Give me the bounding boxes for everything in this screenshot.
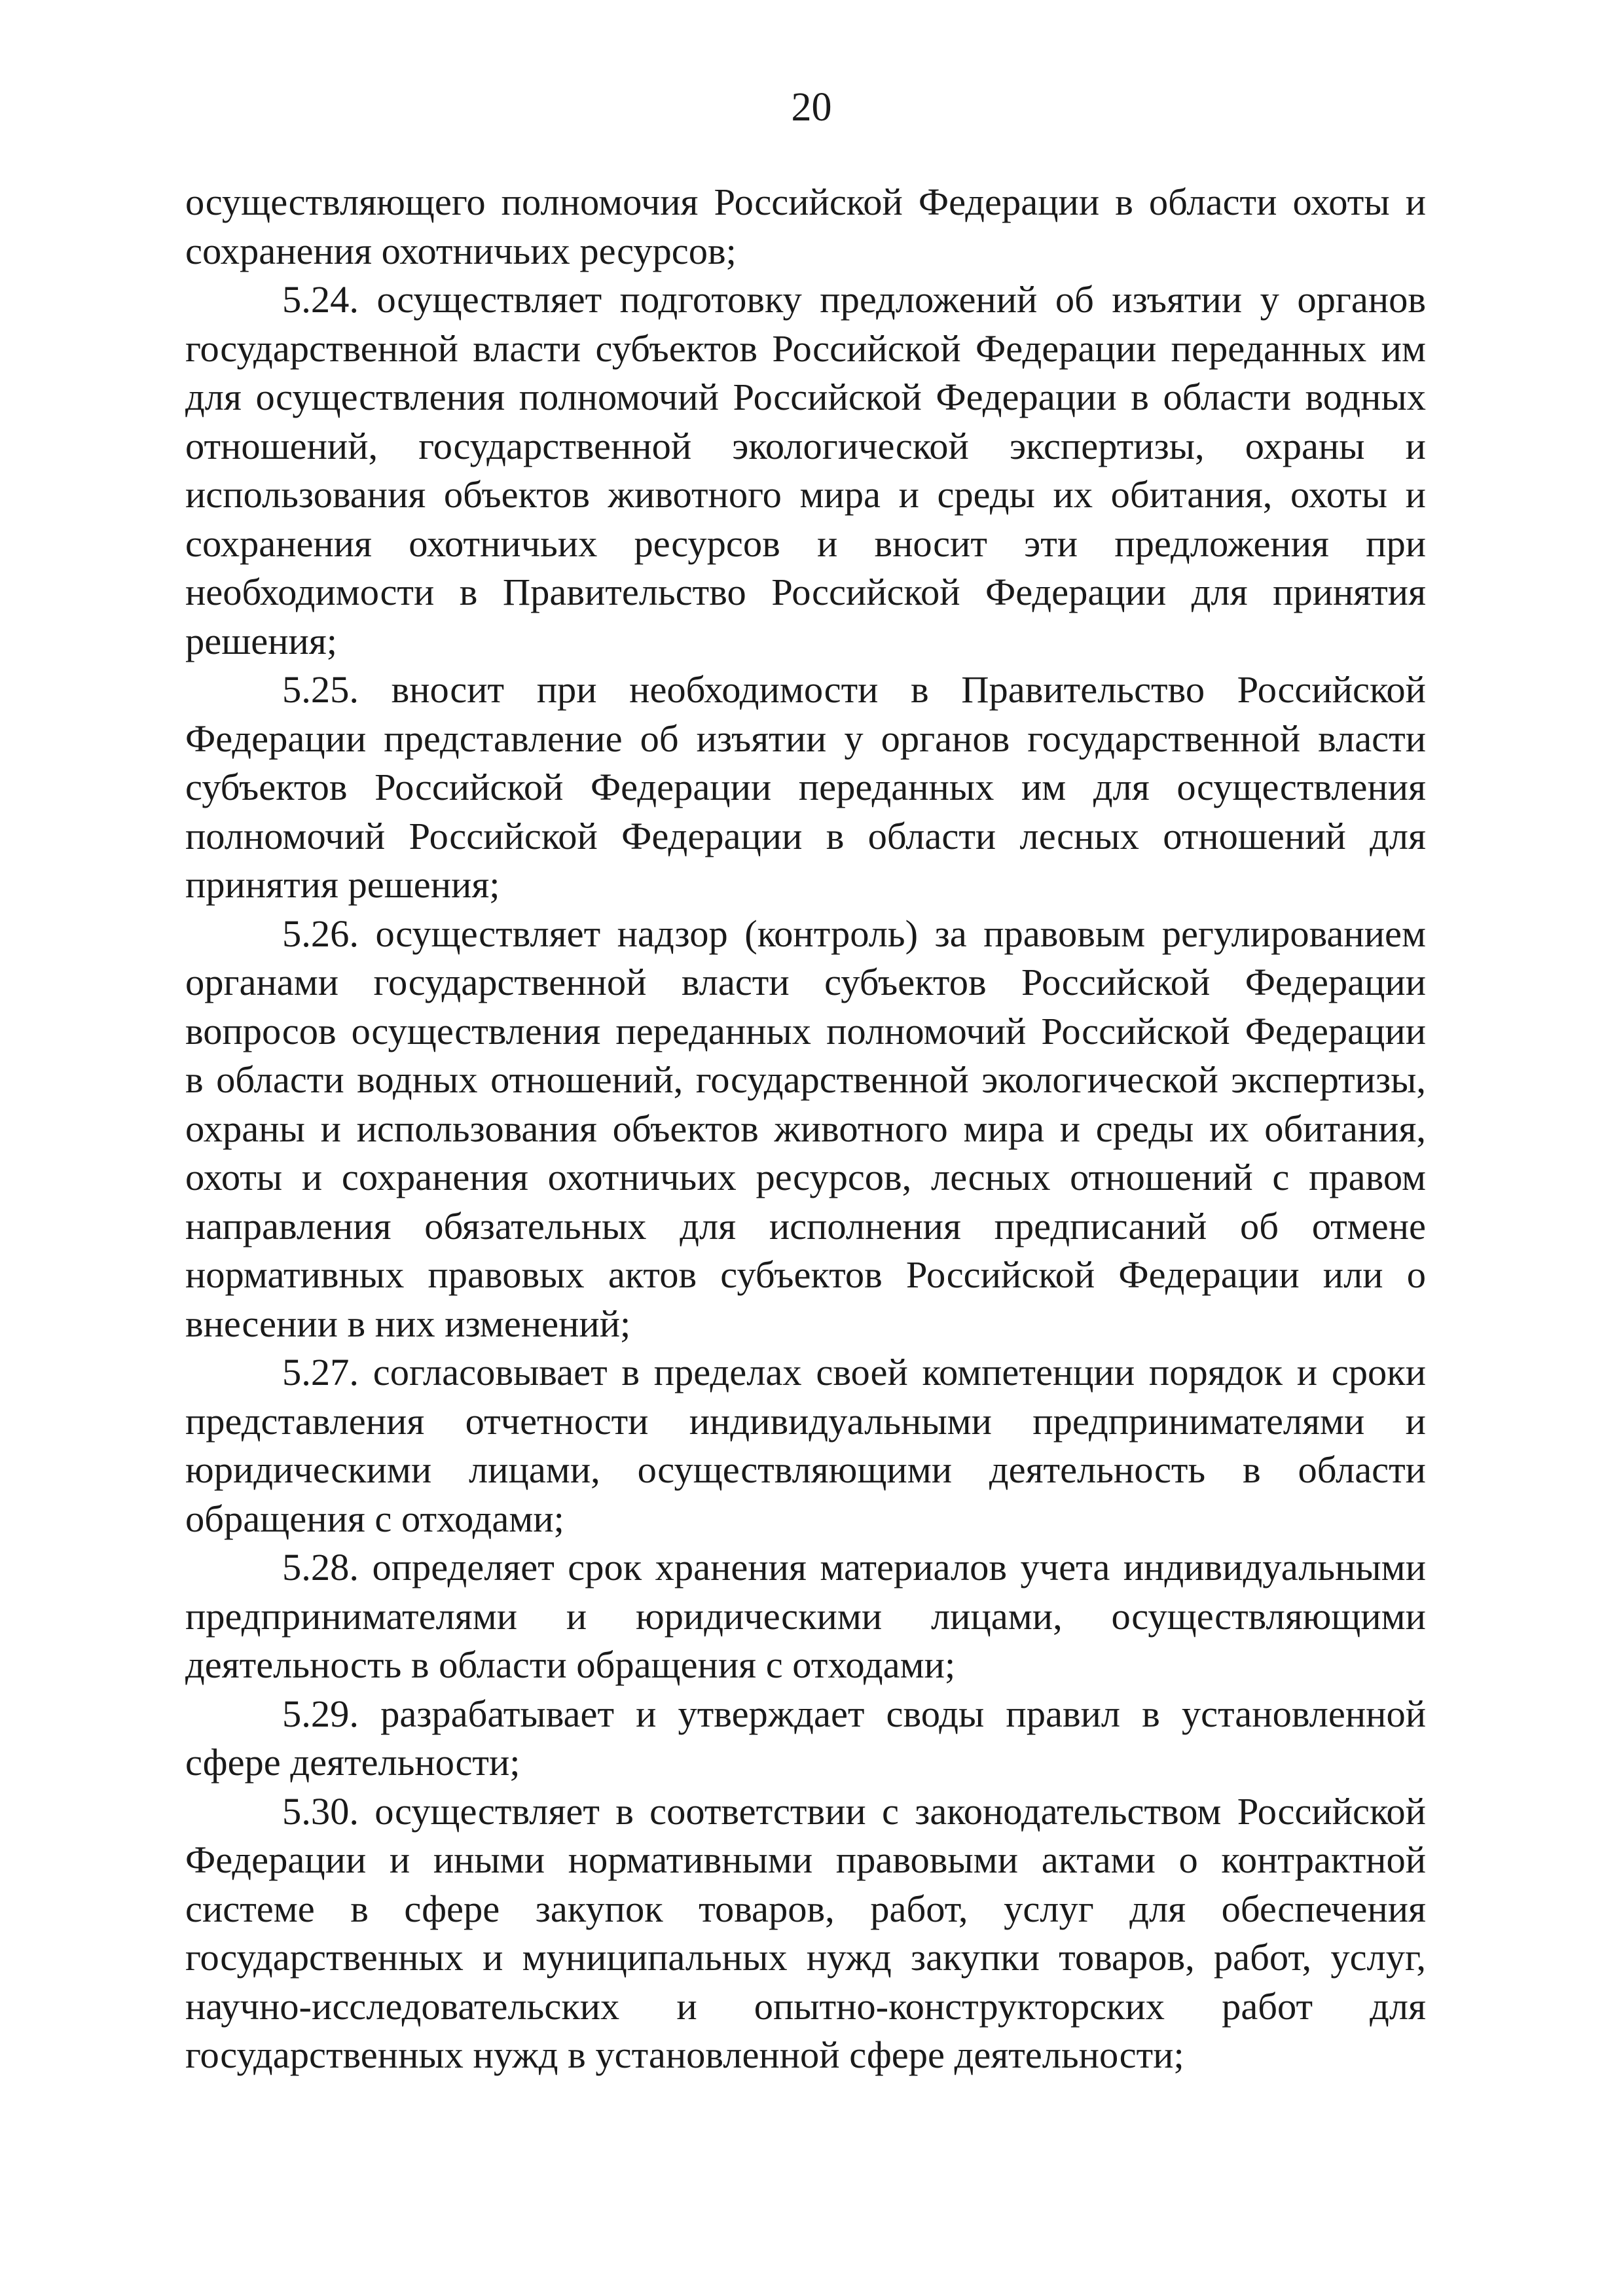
paragraph-5-29 [185, 1690, 1426, 1787]
paragraph-text: осуществляет в соответствии с законодательством Российской Федерации и иными нормативными правовыми актами о контрактной системе в сфере закупок товаров, работ, услуг для обеспечения государственных и муниципальных нужд закупки товаров, работ, услуг, научно-исследовательских и опытно-конструкторских работ для государственных нужд в установленной сфере деятельности; [185, 1789, 1426, 2076]
page-number: 20 [791, 85, 832, 130]
paragraph-5-28 [185, 1543, 1426, 1690]
clause-number: 5.26. [282, 912, 359, 955]
clause-number: 5.29. [282, 1692, 359, 1735]
paragraph-text: вносит при необходимости в Правительство Российской Федерации представление об изъятии у органов государственной власти субъектов Российской Федерации переданных им для осуществления полномочий Российской Федерации в области лесных отношений для принятия решения; [185, 668, 1426, 906]
paragraph-5-24 [185, 276, 1426, 666]
paragraph-text: осуществляет надзор (контроль) за правовым регулированием органами государственной власти субъектов Российской Федерации вопросов осуществления переданных полномочий Российской Федерации в области водных отношений, государственной экологической экспертизы, охраны и использования объектов животного мира и среды их обитания, охоты и сохранения охотничьих ресурсов, лесных отношений с правом направления обязательных для исполнения предписаний об отмене нормативных правовых актов субъектов Российской Федерации или о внесении в них изменений; [185, 912, 1426, 1345]
paragraph-5-30 [185, 1787, 1426, 2080]
clause-number: 5.28. [282, 1546, 359, 1588]
paragraph-text: осуществляющего полномочия Российской Федерации в области охоты и сохранения охотничьих ресурсов; [185, 181, 1426, 272]
paragraph-5-26 [185, 910, 1426, 1349]
paragraph-text: осуществляет подготовку предложений об изъятии у органов государственной власти субъектов Российской Федерации переданных им для осуществления полномочий Российской Федерации в области водных отношений, государственной экологической экспертизы, охраны и использования объектов животного мира и среды их обитания, охоты и сохранения охотничьих ресурсов и вносит эти предложения при необходимости в Правительство Российской Федерации для принятия решения; [185, 278, 1427, 662]
document-body [185, 178, 1426, 2080]
paragraph-5-27 [185, 1348, 1426, 1543]
clause-number: 5.30. [282, 1789, 359, 1833]
paragraph-text: согласовывает в пределах своей компетенции порядок и сроки представления отчетности индивидуальными предпринимателями и юридическими лицами, осуществляющими деятельность в области обращения с отходами; [185, 1351, 1427, 1540]
paragraph-5-25 [185, 666, 1426, 910]
paragraph-continuation [185, 178, 1426, 276]
clause-number: 5.25. [282, 668, 359, 711]
paragraph-text: определяет срок хранения материалов учета индивидуальными предпринимателями и юридическими лицами, осуществляющими деятельность в области обращения с отходами; [185, 1546, 1427, 1686]
clause-number: 5.24. [282, 278, 359, 321]
clause-number: 5.27. [282, 1351, 359, 1393]
paragraph-text: разрабатывает и утверждает своды правил в установленной сфере деятельности; [185, 1692, 1427, 1784]
